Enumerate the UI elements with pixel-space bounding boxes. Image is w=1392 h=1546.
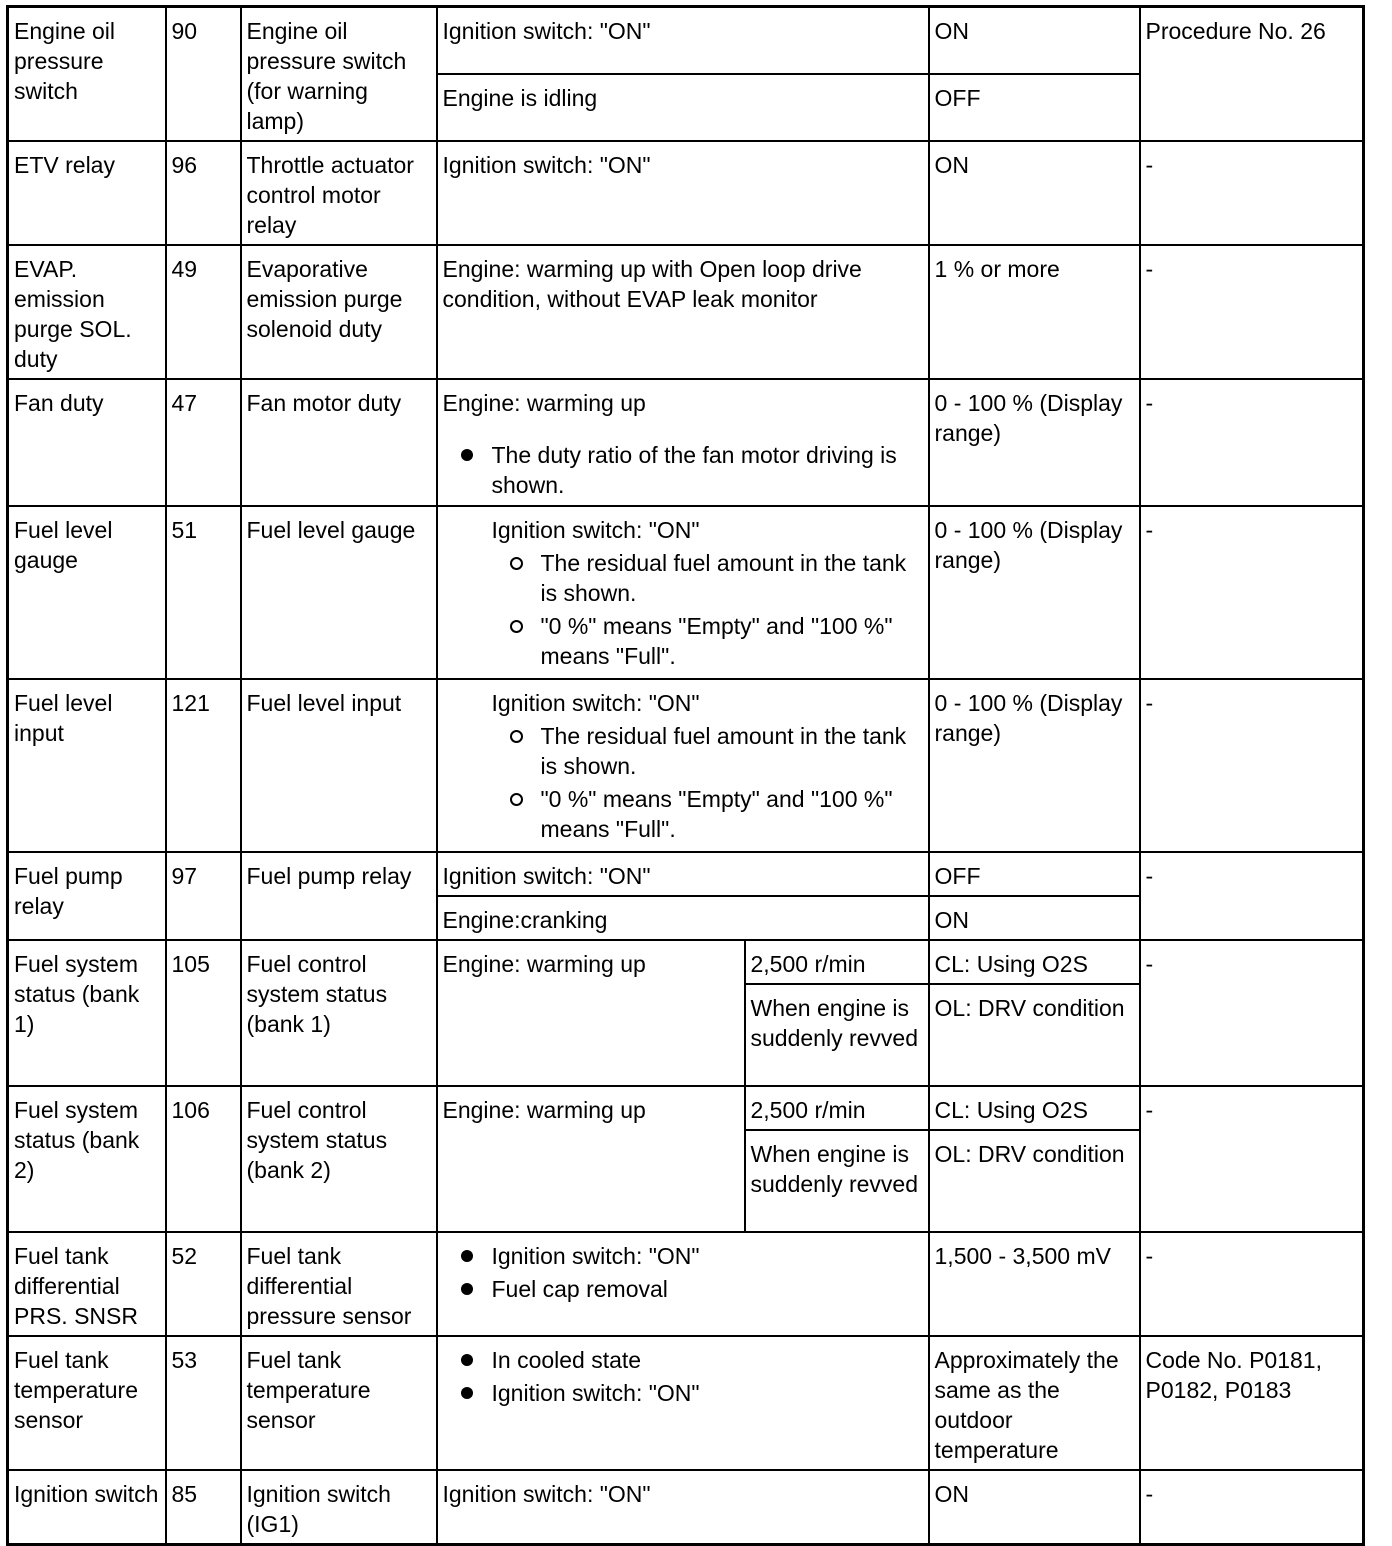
value: 1 % or more xyxy=(929,245,1140,379)
item-number: 53 xyxy=(166,1336,241,1470)
item-description: Fuel tank differential pressure sensor xyxy=(241,1232,437,1336)
item-description: Fuel pump relay xyxy=(241,852,437,940)
data-monitor-spec-table xyxy=(6,5,1365,1546)
value: ON xyxy=(929,1470,1140,1545)
reference: - xyxy=(1140,1232,1364,1336)
condition xyxy=(437,506,929,679)
table-row xyxy=(8,1470,1364,1545)
value: 0 - 100 % (Display range) xyxy=(929,506,1140,679)
item-name: Fuel level gauge xyxy=(8,506,166,679)
value: ON xyxy=(929,7,1140,74)
item-description: Fuel level gauge xyxy=(241,506,437,679)
condition: Engine: warming up xyxy=(437,1086,745,1232)
condition: Engine is idling xyxy=(437,74,929,141)
item-description: Evaporative emission purge solenoid duty xyxy=(241,245,437,379)
value: ON xyxy=(929,141,1140,245)
value: 0 - 100 % (Display range) xyxy=(929,679,1140,852)
item-description: Fuel level input xyxy=(241,679,437,852)
reference: - xyxy=(1140,940,1364,1086)
condition: Ignition switch: "ON" xyxy=(437,141,929,245)
item-name: Fuel tank differential PRS. SNSR xyxy=(8,1232,166,1336)
subitem: "0 %" means "Empty" and "100 %" means "Full". xyxy=(492,611,923,671)
value: CL: Using O2S xyxy=(929,1086,1140,1130)
value: OFF xyxy=(929,74,1140,141)
condition xyxy=(437,1232,929,1336)
item-name: ETV relay xyxy=(8,141,166,245)
condition-text: Engine: warming up xyxy=(442,390,646,416)
item-number: 106 xyxy=(166,1086,241,1232)
item-name: Fan duty xyxy=(8,379,166,506)
value: OL: DRV condition xyxy=(929,1130,1140,1232)
subitem: The residual fuel amount in the tank is shown. xyxy=(492,548,923,608)
item-name: Ignition switch xyxy=(8,1470,166,1545)
item-number: 105 xyxy=(166,940,241,1086)
condition: Engine:cranking xyxy=(437,896,929,940)
subitem: "0 %" means "Empty" and "100 %" means "Full". xyxy=(492,784,923,844)
reference: Code No. P0181, P0182, P0183 xyxy=(1140,1336,1364,1470)
reference: - xyxy=(1140,679,1364,852)
value: CL: Using O2S xyxy=(929,940,1140,984)
condition: Ignition switch: "ON" xyxy=(437,7,929,74)
sub-condition: 2,500 r/min xyxy=(745,1086,929,1130)
condition: Ignition switch: "ON" xyxy=(437,1470,929,1545)
reference: - xyxy=(1140,852,1364,940)
table-row xyxy=(8,1086,1364,1130)
item-description: Throttle actuator control motor relay xyxy=(241,141,437,245)
value: 0 - 100 % (Display range) xyxy=(929,379,1140,506)
condition xyxy=(437,1336,929,1470)
item-number: 90 xyxy=(166,7,241,142)
reference: - xyxy=(1140,245,1364,379)
reference: - xyxy=(1140,1470,1364,1545)
item-description: Fan motor duty xyxy=(241,379,437,506)
item-name: Fuel level input xyxy=(8,679,166,852)
value: ON xyxy=(929,896,1140,940)
item-description: Fuel control system status (bank 1) xyxy=(241,940,437,1086)
table-row xyxy=(8,245,1364,379)
condition xyxy=(437,679,929,852)
item-name: Fuel tank temperature sensor xyxy=(8,1336,166,1470)
item-number: 49 xyxy=(166,245,241,379)
spec-table-container xyxy=(6,5,1365,1546)
subitem: The residual fuel amount in the tank is shown. xyxy=(492,721,923,781)
table-row xyxy=(8,852,1364,896)
condition-text: Ignition switch: "ON" xyxy=(491,690,700,716)
item-name: Fuel system status (bank 2) xyxy=(8,1086,166,1232)
condition: Engine: warming up xyxy=(437,940,745,1086)
table-row xyxy=(8,379,1364,506)
item-number: 96 xyxy=(166,141,241,245)
sub-condition: 2,500 r/min xyxy=(745,940,929,984)
condition-text: Ignition switch: "ON" xyxy=(491,517,700,543)
value: 1,500 - 3,500 mV xyxy=(929,1232,1140,1336)
reference: - xyxy=(1140,506,1364,679)
sub-condition: When engine is suddenly revved xyxy=(745,1130,929,1232)
item-number: 47 xyxy=(166,379,241,506)
item-number: 85 xyxy=(166,1470,241,1545)
bullet-item: Ignition switch: "ON" xyxy=(443,1241,923,1271)
table-row xyxy=(8,506,1364,679)
table-row xyxy=(8,940,1364,984)
condition-block xyxy=(443,688,923,844)
condition-subitems xyxy=(492,721,923,844)
condition-subitems xyxy=(492,548,923,671)
bullet-item: In cooled state xyxy=(443,1345,923,1375)
value: Approximately the same as the outdoor temperature xyxy=(929,1336,1140,1470)
condition: Engine: warming up with Open loop drive condition, without EVAP leak monitor xyxy=(437,245,929,379)
table-row xyxy=(8,141,1364,245)
condition xyxy=(437,379,929,506)
item-number: 97 xyxy=(166,852,241,940)
condition-bullets xyxy=(443,1241,923,1304)
bullet-item: The duty ratio of the fan motor driving is shown. xyxy=(443,440,923,500)
item-description: Fuel control system status (bank 2) xyxy=(241,1086,437,1232)
bullet-item: Ignition switch: "ON" xyxy=(443,1378,923,1408)
reference: Procedure No. 26 xyxy=(1140,7,1364,142)
item-name: Fuel pump relay xyxy=(8,852,166,940)
reference: - xyxy=(1140,1086,1364,1232)
condition-bullets xyxy=(443,440,923,500)
item-name: EVAP. emission purge SOL. duty xyxy=(8,245,166,379)
condition-bullets xyxy=(443,1345,923,1408)
table-row xyxy=(8,1232,1364,1336)
table-row xyxy=(8,7,1364,74)
item-number: 121 xyxy=(166,679,241,852)
item-name: Engine oil pressure switch xyxy=(8,7,166,142)
table-row xyxy=(8,679,1364,852)
value: OFF xyxy=(929,852,1140,896)
value: OL: DRV condition xyxy=(929,984,1140,1086)
condition-block xyxy=(443,515,923,671)
condition: Ignition switch: "ON" xyxy=(437,852,929,896)
reference: - xyxy=(1140,379,1364,506)
item-description: Engine oil pressure switch (for warning lamp) xyxy=(241,7,437,142)
reference: - xyxy=(1140,141,1364,245)
item-description: Fuel tank temperature sensor xyxy=(241,1336,437,1470)
sub-condition: When engine is suddenly revved xyxy=(745,984,929,1086)
item-name: Fuel system status (bank 1) xyxy=(8,940,166,1086)
item-number: 51 xyxy=(166,506,241,679)
table-row xyxy=(8,1336,1364,1470)
bullet-item: Fuel cap removal xyxy=(443,1274,923,1304)
item-description: Ignition switch (IG1) xyxy=(241,1470,437,1545)
item-number: 52 xyxy=(166,1232,241,1336)
